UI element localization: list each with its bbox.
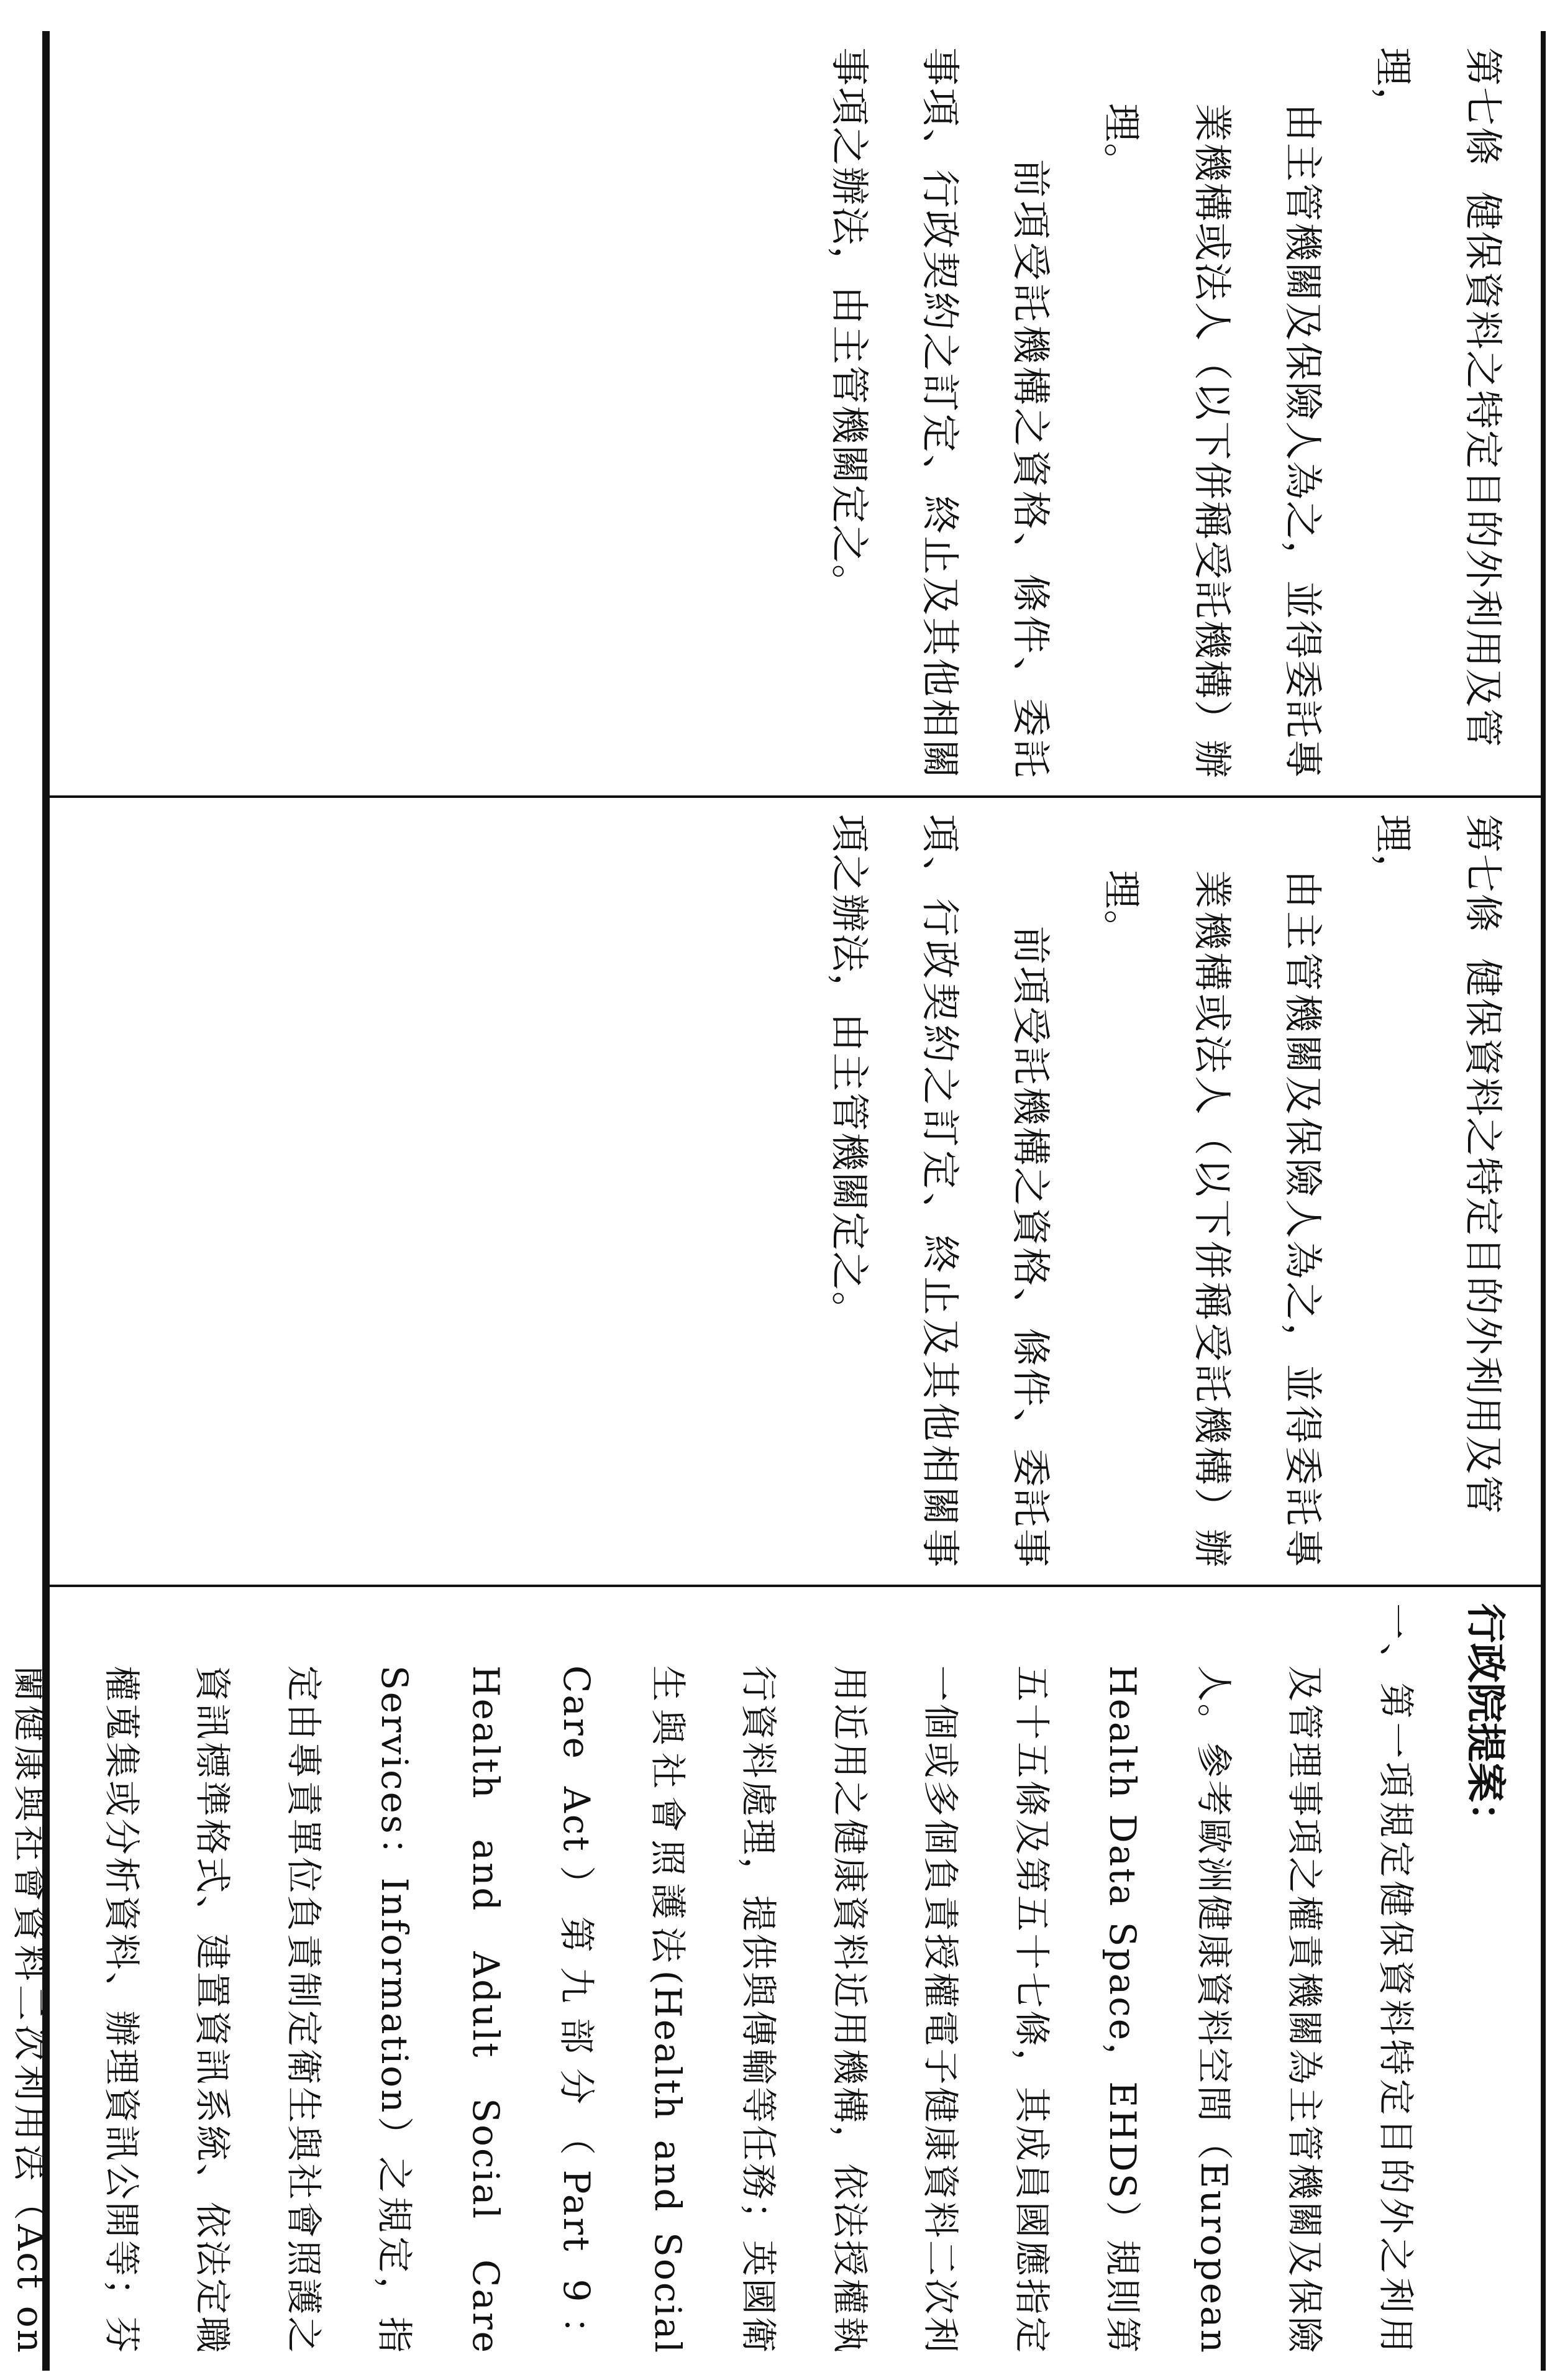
article-paragraph-2: 前項受託機構之資格、條件、委託事項、行政契約之訂定、終止及其他相關事項之辦法，由主管機關定之。 [827,814,1054,1568]
comparison-table [9,31,1546,2371]
proposal-item: 一、第一項規定健保資料特定目的外之利用及管理事項之權責機關為主管機關及保險人。參考歐洲健康資料空間（European Health Data Space，EHDS）規則第五十五條及第五十七條，其成員國應指定一個或多個負責授權電子健康資料二次利用近用之健康資料近用機構，依法授權執行資料處理，提供與傳輸等任務；英國衛生與社會照護法(Health and Social Care Act）第九部分（Part 9：Health and Adult Social Care Services：Information）之規定，指定由專責單位負責制定衛生與社會照護之資訊標準格式、建置資訊系統、依法定職權蒐集或分析資料、辦理資訊公開等；芬蘭健康與社會資料二次利用法（Act on [9,1603,1417,2355]
proposal-heading: 行政院提案： [1462,1603,1508,1842]
article-number: 第七條 [1461,47,1506,167]
article-paragraph-1: 由主管機關及保險人為之，並得委託專業機構或法人（以下併稱受託機構）辦理。 [1099,870,1326,1568]
article-number: 第七條 [1461,814,1506,934]
article-heading [1348,47,1528,779]
article-paragraph-1: 由主管機關及保險人為之，並得委託專業機構或法人（以下併稱受託機構）辦理。 [1099,103,1326,780]
article-title: 健保資料之特定目的外利用及管理， [1371,814,1506,1516]
table-column-proposed-text [50,795,1541,1585]
table-column-amended-text [50,31,1541,795]
table-column-explanation [9,1585,1541,2371]
rotated-page [9,31,1546,2371]
article-title: 健保資料之特定目的外利用及管理， [1371,47,1506,749]
article-paragraph-2: 前項受託機構之資格、條件、委託事項、行政契約之訂定、終止及其他相關事項之辦法，由主管機關定之。 [827,47,1054,779]
article-heading [1348,814,1528,1568]
